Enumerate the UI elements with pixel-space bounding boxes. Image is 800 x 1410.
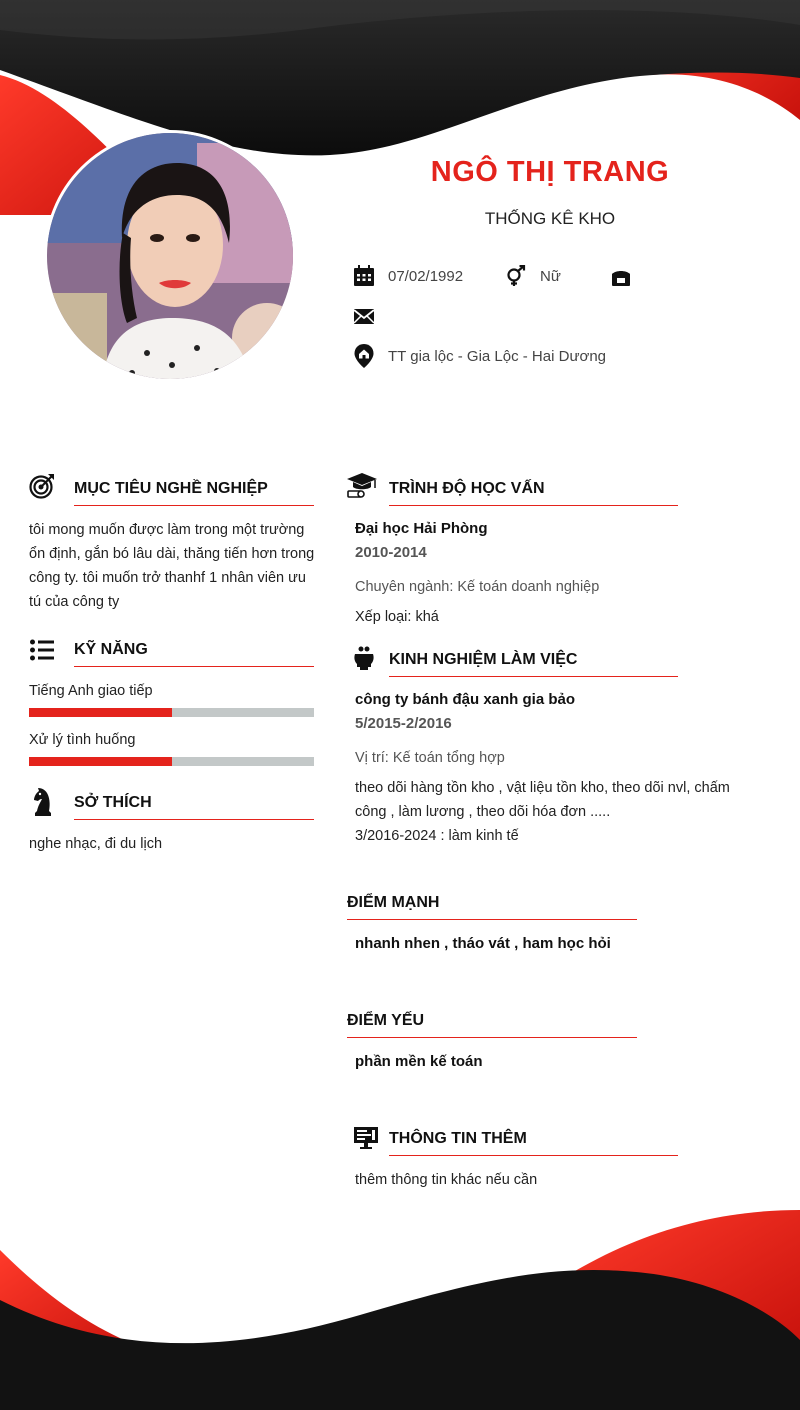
experience-period: 5/2015-2/2016 [355, 715, 452, 732]
birthdate-text: 07/02/1992 [388, 267, 464, 285]
skill-level-fill [29, 757, 172, 766]
objective-divider [74, 505, 314, 506]
objective-line: công ty. tôi muốn trở thanhf 1 nhân viên ưu [29, 570, 306, 586]
profile-photo [44, 130, 296, 382]
gender-icon [505, 265, 527, 287]
objective-line: tôi mong muốn được làm trong một trường [29, 522, 305, 538]
skills-title: KỸ NĂNG [74, 641, 148, 658]
gender-item [505, 265, 561, 287]
experience-title: KINH NGHIỆM LÀM VIỆC [389, 651, 578, 668]
experience-position: Vị trí: Kế toán tổng hợp [355, 750, 505, 766]
experience-description [355, 776, 775, 848]
education-period: 2010-2014 [355, 544, 427, 561]
education-grade: Xếp loại: khá [355, 609, 439, 625]
skill-level-bar [29, 708, 314, 717]
experience-company: công ty bánh đậu xanh gia bảo [355, 691, 576, 708]
address-text: TT gia lộc - Gia Lộc - Hai Dương [388, 347, 607, 365]
education-school: Đại học Hải Phòng [355, 520, 488, 537]
hobbies-title: SỞ THÍCH [74, 794, 152, 811]
additional-divider [389, 1155, 678, 1156]
envelope-icon [353, 305, 375, 327]
target-icon [29, 473, 55, 499]
experience-line: 3/2016-2024 : làm kinh tế [355, 828, 519, 844]
email-item [353, 305, 388, 327]
address-item [353, 343, 606, 369]
footer-wave-decoration [0, 1200, 800, 1410]
additional-text: thêm thông tin khác nếu cần [355, 1172, 538, 1188]
education-divider [389, 505, 678, 506]
weaknesses-title: ĐIỂM YẾU [347, 1012, 425, 1029]
location-pin-icon [353, 343, 375, 369]
strengths-title: ĐIỂM MẠNH [347, 894, 440, 911]
weaknesses-divider [347, 1037, 637, 1038]
calendar-icon [353, 265, 375, 287]
graduation-cap-icon [346, 472, 378, 500]
objective-line: tú của công ty [29, 594, 120, 610]
objective-text [29, 518, 329, 614]
education-major: Chuyên ngành: Kế toán doanh nghiệp [355, 579, 600, 595]
additional-title: THÔNG TIN THÊM [389, 1130, 527, 1147]
info-board-icon [353, 1126, 379, 1150]
candidate-name: NGÔ THỊ TRANG [430, 156, 670, 188]
candidate-role: THỐNG KÊ KHO [484, 209, 616, 228]
hobbies-divider [74, 819, 314, 820]
chess-knight-icon [31, 786, 55, 818]
experience-line: theo dõi hàng tồn kho , vật liệu tồn kho, theo dõi nvl, chấm [355, 780, 730, 796]
skill-level-bar [29, 757, 314, 766]
skill-level-fill [29, 708, 172, 717]
objective-line: ổn định, gắn bó lâu dài, thăng tiến hơn trong [29, 546, 315, 562]
objective-title: MỤC TIÊU NGHỀ NGHIỆP [74, 480, 268, 497]
strengths-divider [347, 919, 637, 920]
phone-icon [610, 265, 632, 287]
gender-text: Nữ [540, 267, 561, 285]
experience-line: công , làm lương , theo dõi hóa đơn ..... [355, 804, 611, 820]
skills-divider [74, 666, 314, 667]
phone-item [610, 265, 645, 287]
experience-icon [352, 645, 376, 671]
hobbies-text: nghe nhạc, đi du lịch [29, 836, 163, 852]
experience-divider [389, 676, 678, 677]
education-title: TRÌNH ĐỘ HỌC VẤN [389, 480, 545, 497]
weaknesses-text: phần mền kế toán [355, 1053, 483, 1070]
skill-name: Xử lý tình huống [29, 732, 136, 748]
birthdate-item [353, 265, 463, 287]
list-icon [29, 638, 55, 664]
skill-name: Tiếng Anh giao tiếp [29, 683, 153, 699]
strengths-text: nhanh nhen , tháo vát , ham học hỏi [355, 935, 611, 952]
